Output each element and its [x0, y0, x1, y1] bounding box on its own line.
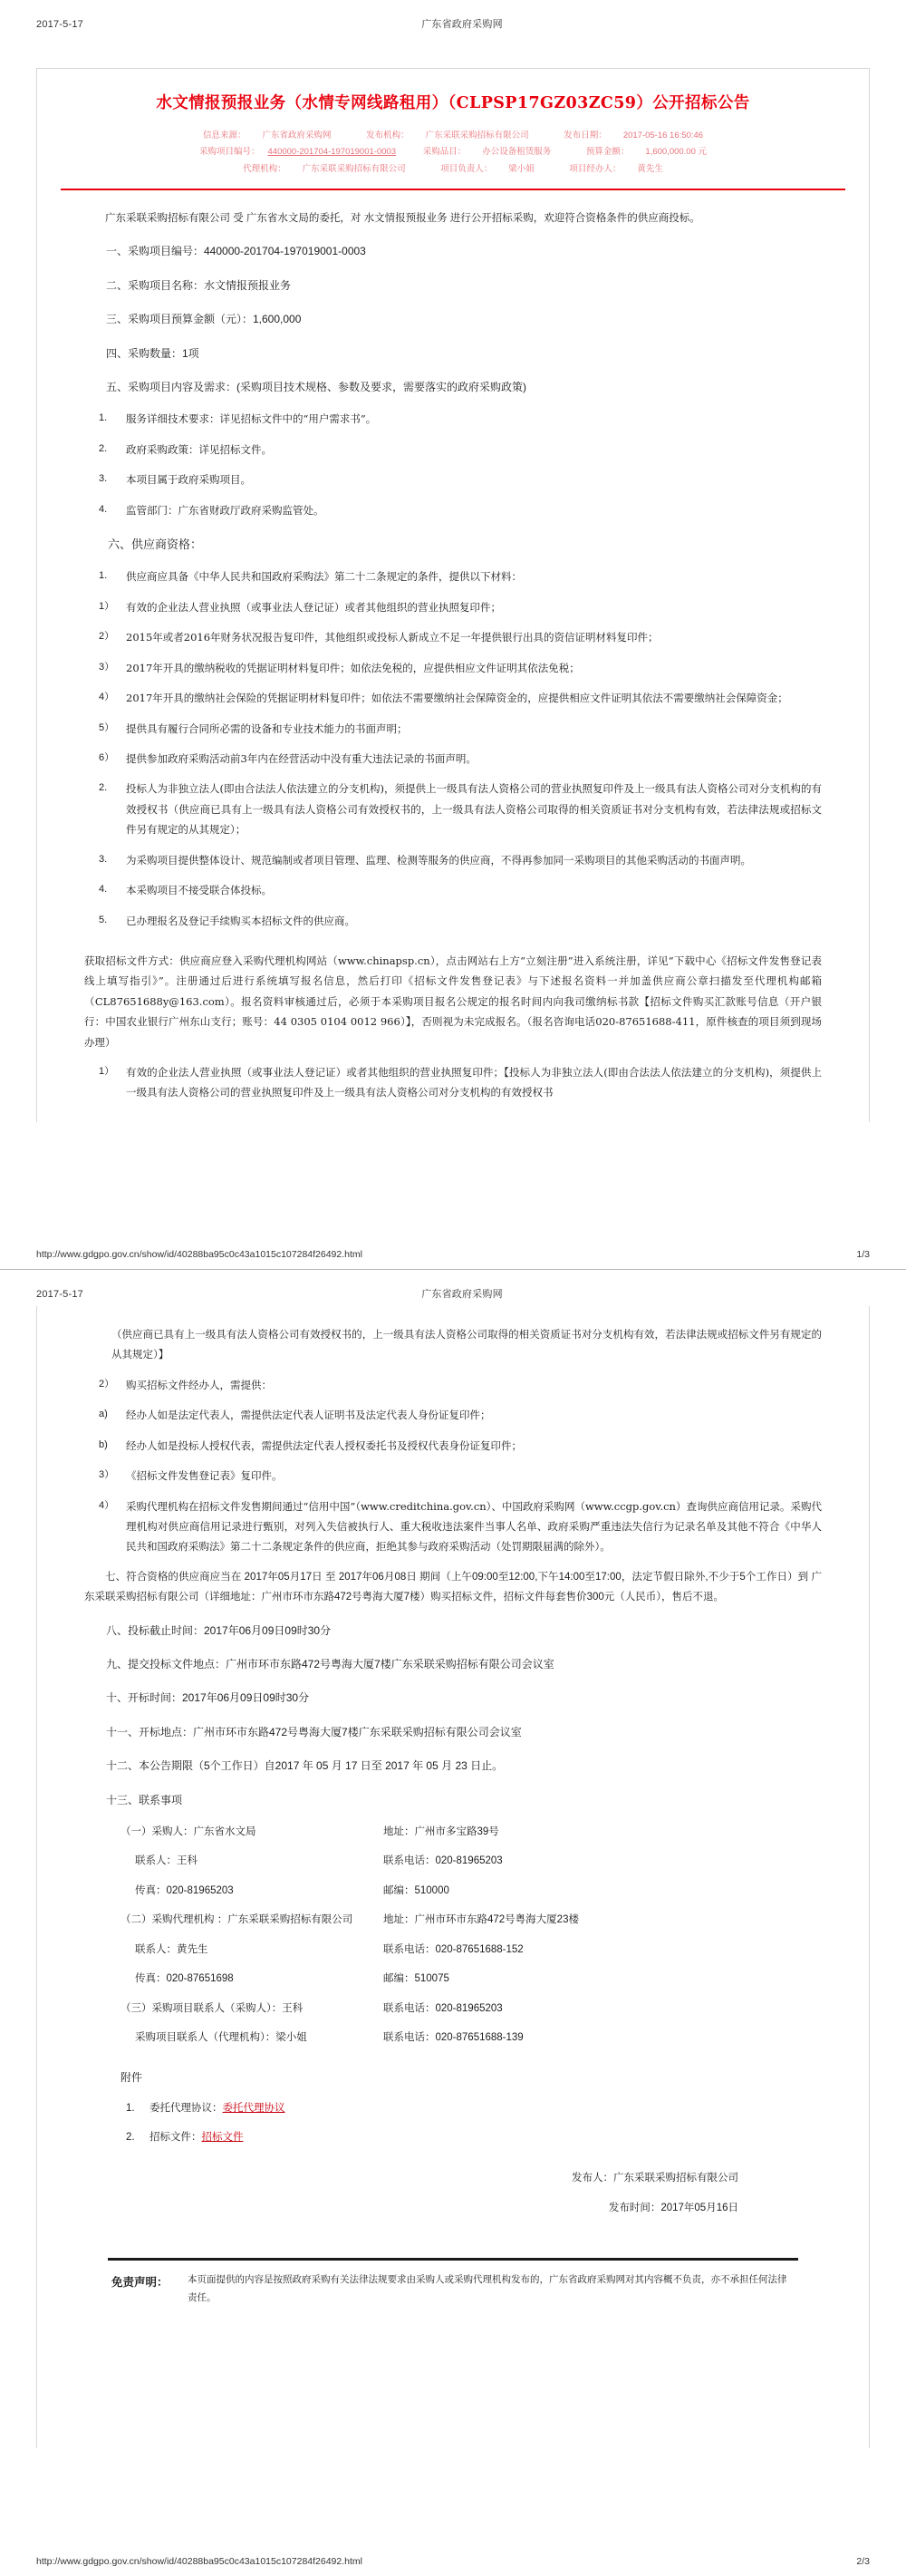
- section-6-supplier-qualification: 六、供应商资格：: [108, 537, 203, 552]
- list-item: [84, 567, 822, 586]
- list-marker: 1.: [99, 570, 108, 582]
- list-text: 投标人为非独立法人(即由合法法人依法建立的分支机构)，须提供上一级具有法人资格公司的营业执照复印件及上一级具有法人资格公司对分支机构的有效授权书（供应商已具有上一级具有法人资格公司有效授权书的，上一级具有法人资格公司取得的相关资质证书对分支机构有效，若法律法规或招标文件另有规定的从其规定）；: [126, 782, 822, 837]
- list-item: [84, 500, 822, 520]
- list-marker: 1）: [99, 1066, 115, 1078]
- list-item: [84, 779, 822, 839]
- contact-phone: 联系电话：020-87651688-139: [383, 2031, 524, 2043]
- list-text: 2017年开具的缴纳社会保险的凭据证明材料复印件；如依法不需要缴纳社会保障资金的，应提供相应文件证明其依法不需要缴纳社会保障资金；: [126, 692, 788, 705]
- list-item: [84, 470, 822, 489]
- contact-title: （三）采购项目联系人（采购人）：王科: [120, 2002, 304, 2014]
- list-text: 政府采购政策：详见招标文件。: [126, 442, 272, 456]
- continued-paragraph: （供应商已具有上一级具有法人资格公司有效授权书的，上一级具有法人资格公司取得的相关资质证书对分支机构有效，若法律法规或招标文件另有规定的从其规定）】: [111, 1328, 822, 1361]
- announcement-card: [36, 68, 870, 1122]
- contact-row: [84, 1969, 822, 1989]
- header-site-name: 广东省政府采购网: [421, 1289, 503, 1300]
- attachment-marker: 2.: [126, 2132, 135, 2144]
- metadata-row-1: [73, 128, 833, 145]
- attachment-item: [84, 2127, 822, 2147]
- attachment-item: [84, 2098, 822, 2118]
- disclaimer-block: [108, 2258, 798, 2322]
- contact-postcode: 邮编：510075: [383, 1973, 449, 1985]
- list-item: [84, 409, 822, 429]
- footer-url: http://www.gdgpo.gov.cn/show/id/40288ba95c0c43a1015c107284f26492.html: [36, 1249, 362, 1260]
- intro-paragraph: 广东采联采购招标有限公司 受 广东省水文局的委托，对 水文情报预报业务 进行公开招标采购，欢迎符合资格条件的供应商投标。: [105, 213, 700, 225]
- announcement-card-continued: [36, 1306, 870, 2448]
- list-marker: 6）: [99, 751, 115, 763]
- signoff-date: 发布时间：2017年05月16日: [608, 2203, 738, 2214]
- list-item: [84, 440, 822, 460]
- list-text: 供应商应具备《中华人民共和国政府采购法》第二十二条规定的条件，提供以下材料：: [126, 570, 522, 584]
- list-item: [84, 850, 822, 870]
- metadata-row-3: [73, 161, 833, 179]
- meta-source: 信息来源： 广东省政府采购网: [202, 130, 332, 140]
- page-footer-2: [36, 2556, 870, 2567]
- list-text: 本采购项目不接受联合体投标。: [126, 884, 272, 897]
- list-item: [84, 658, 822, 678]
- contact-row: [84, 1999, 822, 2019]
- contact-person: 联系人：黄先生: [135, 1943, 208, 1955]
- page-title: 水文情报预报业务（水情专网线路租用）（CLPSP17GZ03ZC59）公开招标公告: [156, 94, 750, 112]
- meta-handler: 项目经办人： 黄先生: [569, 163, 663, 174]
- contact-phone: 联系电话：020-81965203: [383, 1855, 503, 1867]
- list-item: [84, 719, 822, 739]
- section-7-purchase-window: 七、符合资格的供应商应当在 2017年05月17日 至 2017年06月08日 期间（上午09:00至12:00,下午14:00至17:00，法定节假日除外,不少于5个工作日）到 广东采联采购招标有限公司（详细地址：广州市环市东路472号粤海大厦7楼）购买招标文件，招标文件每套售价300元（人民币），售后不退。: [84, 1571, 822, 1603]
- page-header: [36, 0, 870, 36]
- signoff-issuer: 发布人：广东采联采购招标有限公司: [572, 2172, 738, 2184]
- contact-row: [84, 1822, 822, 1842]
- list-text: 有效的企业法人营业执照（或事业法人登记证）或者其他组织的营业执照复印件；: [126, 600, 501, 614]
- section-8-bid-deadline: 八、投标截止时间：2017年06月09日09时30分: [106, 1623, 332, 1637]
- meta-agency: 代理机构： 广东采联采购招标有限公司: [243, 163, 406, 174]
- document-page-2: [0, 1270, 906, 2576]
- list-item: [84, 688, 822, 708]
- disclaimer-label: 免责声明：: [111, 2276, 169, 2290]
- attachment-label: 委托代理协议：委托代理协议: [149, 2102, 285, 2114]
- header-site-name: 广东省政府采购网: [421, 19, 503, 30]
- list-marker: 4）: [99, 1499, 115, 1511]
- contact-title: （二）采购代理机构 ：广东采联采购招标有限公司: [120, 1914, 353, 1926]
- list-text: 购买招标文件经办人，需提供：: [126, 1378, 272, 1391]
- section-9-submission-location: 九、提交投标文件地点：广州市环市东路472号粤海大厦7楼广东采联采购招标有限公司会议室: [106, 1658, 554, 1671]
- contact-postcode: 邮编：510000: [383, 1884, 449, 1896]
- section-10-opening-time: 十、开标时间：2017年06月09日09时30分: [106, 1691, 310, 1705]
- contact-group-agency: [84, 1910, 822, 1989]
- list-text: 为采购项目提供整体设计、规范编制或者项目管理、监理、检测等服务的供应商，不得再参加同一采购项目的其他采购活动的书面声明。: [126, 853, 751, 867]
- list-item: [84, 1496, 822, 1557]
- contact-row: [84, 1881, 822, 1901]
- contact-phone: 联系电话：020-81965203: [383, 2002, 503, 2014]
- section-12-announcement-period: 十二、本公告期限（5个工作日）自2017 年 05 月 17 日至 2017 年 05 月 23 日止。: [106, 1759, 504, 1773]
- list-marker: a): [99, 1409, 108, 1420]
- list-item: [84, 1405, 822, 1425]
- section-2-project-name: 二、采购项目名称：水文情报预报业务: [106, 278, 292, 292]
- announcement-body-page1: [37, 190, 869, 1122]
- list-item: [84, 749, 822, 769]
- contact-address: 地址：广州市环市东路472号粤海大厦23楼: [383, 1914, 579, 1926]
- contact-row: [84, 1940, 822, 1960]
- attachment-link-agency-agreement[interactable]: 委托代理协议: [222, 2102, 285, 2114]
- list-marker: 3.: [99, 853, 108, 865]
- list-text: 经办人如是投标人授权代表，需提供法定代表人授权委托书及授权代表身份证复印件；: [126, 1438, 522, 1452]
- list-item: [84, 1466, 822, 1486]
- contact-row: [84, 1851, 822, 1871]
- footer-url: http://www.gdgpo.gov.cn/show/id/40288ba95c0c43a1015c107284f26492.html: [36, 2556, 362, 2567]
- meta-category: 采购品目： 办公设备租赁服务: [422, 147, 552, 158]
- section-3-budget: 三、采购项目预算金额（元）：1,600,000: [106, 313, 302, 326]
- list-marker: 5）: [99, 721, 115, 733]
- list-item: [84, 1436, 822, 1456]
- list-text: 经办人如是法定代表人，需提供法定代表人证明书及法定代表人身份证复印件；: [126, 1409, 491, 1422]
- list-text: 《招标文件发售登记表》复印件。: [126, 1469, 283, 1483]
- attachment-label: 招标文件：招标文件: [149, 2132, 244, 2144]
- page-footer-1: [36, 1249, 870, 1260]
- meta-publish-date: 发布日期： 2017-05-16 16:50:46: [564, 130, 704, 140]
- list-text: 本项目属于政府采购项目。: [126, 473, 251, 487]
- section-13-contact-matters: 十三、联系事项: [106, 1793, 183, 1806]
- list-marker: 4.: [99, 503, 108, 515]
- list-text: 提供参加政府采购活动前3年内在经营活动中没有重大违法记录的书面声明。: [126, 751, 477, 765]
- list-marker: 4.: [99, 884, 108, 896]
- section-1-project-number: 一、采购项目编号：440000-201704-197019001-0003: [106, 245, 366, 258]
- contact-group-purchaser: [84, 1822, 822, 1901]
- list-marker: 4）: [99, 692, 115, 703]
- section-11-opening-location: 十一、开标地点：广州市环市东路472号粤海大厦7楼广东采联采购招标有限公司会议室: [106, 1725, 522, 1738]
- footer-page-number: 1/3: [856, 1249, 870, 1260]
- list-item: [84, 1375, 822, 1395]
- header-date: 2017-5-17: [36, 1289, 83, 1300]
- list-text: 有效的企业法人营业执照（或事业法人登记证）或者其他组织的营业执照复印件；【投标人为非独立法人(即由合法法人依法建立的分支机构)，须提供上一级具有法人资格公司的营业执照复印件及上一级具有法人资格公司对分支机构的有效授权书: [126, 1066, 822, 1099]
- section-5-content-requirements: 五、采购项目内容及需求：(采购项目技术规格、参数及要求，需要落实的政府采购政策): [106, 381, 526, 394]
- contact-person: 联系人：王科: [135, 1855, 198, 1867]
- meta-publisher: 发布机构： 广东采联采购招标有限公司: [366, 130, 529, 140]
- signoff-block: [84, 2168, 822, 2219]
- contact-title: （一）采购人：广东省水文局: [120, 1825, 256, 1837]
- list-marker: 3）: [99, 661, 115, 673]
- list-text: 2017年开具的缴纳税收的凭据证明材料复印件；如依法免税的，应提供相应文件证明其依法免税；: [126, 661, 580, 674]
- contact-fax: 传真：020-81965203: [135, 1884, 234, 1896]
- list-text: 2015年或者2016年财务状况报告复印件，其他组织或投标人新成立不足一年提供银行出具的资信证明材料复印件；: [126, 631, 659, 644]
- list-marker: 1）: [99, 600, 115, 612]
- list-item: [84, 627, 822, 647]
- meta-budget: 预算金额： 1,600,000.00 元: [585, 147, 708, 158]
- list-marker: 3）: [99, 1469, 115, 1481]
- contact-row: [84, 1910, 822, 1930]
- project-number-link[interactable]: 440000-201704-197019001-0003: [267, 147, 397, 158]
- contact-address: 地址：广州市多宝路39号: [383, 1825, 499, 1837]
- list-text: 已办理报名及登记手续购买本招标文件的供应商。: [126, 914, 355, 927]
- meta-owner: 项目负责人： 梁小姐: [440, 163, 535, 174]
- contact-row: [84, 2028, 822, 2048]
- footer-page-number: 2/3: [856, 2556, 870, 2567]
- list-marker: 2）: [99, 1378, 115, 1390]
- list-marker: 5.: [99, 914, 108, 925]
- list-text: 采购代理机构在招标文件发售期间通过“信用中国”（www.creditchina.gov.cn）、中国政府采购网（www.ccgp.gov.cn）查询供应商信用记录。采购代理机构对供应商信用记录进行甄别，对列入失信被执行人、重大税收违法案件当事人名单、政府采购严重违法失信行为记录名单及其他不符合《中华人民共和国政府采购法》第二十二条规定条件的供应商，拒绝其参与政府采购活动（处罚期限届满的除外）。: [126, 1499, 822, 1554]
- list-marker: 3.: [99, 473, 108, 485]
- meta-project-number: 采购项目编号： 440000-201704-197019001-0003: [198, 147, 397, 158]
- contact-fax: 传真：020-87651698: [135, 1973, 234, 1985]
- list-text: 提供具有履行合同所必需的设备和专业技术能力的书面声明；: [126, 721, 408, 735]
- list-marker: b): [99, 1438, 108, 1450]
- metadata-row-2: [73, 144, 833, 161]
- list-marker: 2.: [99, 442, 108, 454]
- attachment-link-bid-document[interactable]: 招标文件: [201, 2132, 244, 2144]
- attachment-marker: 1.: [126, 2102, 135, 2114]
- list-item: [84, 911, 822, 931]
- announcement-body-page2: [37, 1306, 869, 2331]
- list-text: 服务详细技术要求：详见招标文件中的“用户需求书”。: [126, 412, 377, 426]
- attachments-heading: 附件: [120, 2071, 143, 2085]
- header-date: 2017-5-17: [36, 19, 83, 30]
- metadata-block: [37, 128, 869, 184]
- contact-person: 采购项目联系人（代理机构）：梁小姐: [135, 2031, 307, 2043]
- contact-phone: 联系电话：020-87651688-152: [383, 1943, 524, 1955]
- section-4-quantity: 四、采购数量：1项: [106, 346, 199, 360]
- list-marker: 1.: [99, 412, 108, 424]
- list-item: [84, 597, 822, 617]
- acquire-document-paragraph: 获取招标文件方式：供应商应登入采购代理机构网站（www.chinapsp.cn），点击网站右上方“立刻注册”进入系统注册，详见“下载中心《招标文件发售登记表线上填写指引》”。注册通过后进行系统填写报名信息，然后打印《招标文件发售登记表》与下述报名资料一并加盖供应商公章扫描发至代理机构邮箱（CL87651688y@163.com）。报名资料审核通过后，必须于本采购项目报名公规定的报名时间内向我司缴纳标书款【招标文件购买汇款账号信息（开户银行：中国农业银行广州东山支行；账号：44 0305 0104 0012 966）】，否则视为未完成报名。（报名咨询电话020-87651688-411，原件核查的项目须到现场办理）: [84, 954, 822, 1049]
- document-page-1: [0, 0, 906, 1269]
- contact-group-project: [84, 1999, 822, 2048]
- list-text: 监管部门：广东省财政厅政府采购监管处。: [126, 503, 324, 517]
- list-item: [84, 1062, 822, 1103]
- list-marker: 2）: [99, 631, 115, 643]
- page-header-2: [36, 1270, 870, 1306]
- disclaimer-text: 本页面提供的内容是按照政府采购有关法律法规要求由采购人或采购代理机构发布的，广东省政府采购网对其内容概不负责，亦不承担任何法律责任。: [188, 2274, 787, 2304]
- list-item: [84, 880, 822, 900]
- list-marker: 2.: [99, 782, 108, 794]
